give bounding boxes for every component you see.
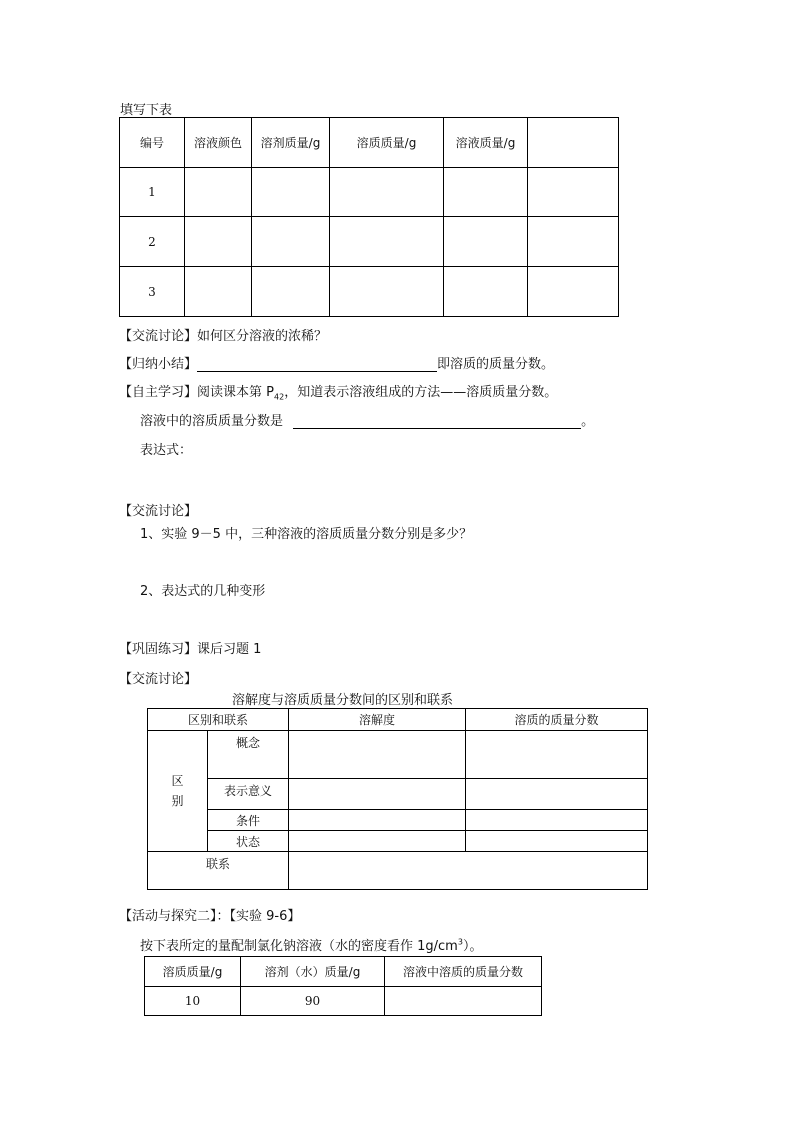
discussion-question: 如何区分溶液的浓稀？ — [197, 329, 328, 344]
self-study — [119, 381, 557, 402]
t2-blank-cell[interactable] — [466, 731, 648, 779]
t2-blank-cell[interactable] — [466, 779, 648, 810]
activity-instruction — [140, 935, 482, 954]
t1-blank-cell[interactable] — [528, 267, 619, 317]
t2-row-label: 联系 — [148, 852, 289, 890]
t1-blank-cell[interactable] — [185, 168, 252, 217]
t3-cell: 10 — [145, 987, 241, 1016]
t2-difference-label — [148, 731, 208, 852]
table3 — [144, 956, 542, 1016]
self-study-text: 阅读课本第 P — [197, 385, 274, 400]
t1-blank-cell[interactable] — [330, 168, 444, 217]
table2-title: 溶解度与溶质质量分数间的区别和联系 — [232, 693, 454, 708]
t3-header-cell: 溶液中溶质的质量分数 — [385, 957, 542, 987]
practice-text: 课后习题 1 — [197, 642, 262, 657]
discussion-1 — [119, 325, 327, 344]
section-tag: 【归纳小结】 — [119, 357, 198, 372]
expression-label: 表达式： — [140, 443, 193, 458]
self-study-text: ，知道表示溶液组成的方法——溶质质量分数。 — [284, 385, 558, 400]
t2-blank-cell[interactable] — [289, 852, 648, 890]
t1-blank-cell[interactable] — [444, 217, 528, 267]
t1-blank-cell[interactable] — [444, 168, 528, 217]
definition-line — [140, 410, 594, 429]
table1 — [119, 117, 619, 317]
t2-blank-cell[interactable] — [289, 831, 466, 852]
unit-superscript: 3 — [457, 937, 463, 947]
t2-header-cell: 溶解度 — [289, 709, 466, 731]
activity-text: ）。 — [462, 939, 483, 954]
section-tag: 【巩固练习】 — [119, 642, 198, 657]
t1-header-cell: 溶液质量/g — [444, 118, 528, 168]
t3-blank-cell[interactable] — [385, 987, 542, 1016]
t1-blank-cell[interactable] — [330, 267, 444, 317]
t2-blank-cell[interactable] — [466, 831, 648, 852]
t1-row-number: 1 — [120, 168, 185, 217]
t2-blank-cell[interactable] — [289, 810, 466, 831]
table2 — [147, 708, 648, 890]
t1-blank-cell[interactable] — [528, 168, 619, 217]
difference-char: 区 — [171, 774, 184, 788]
section-tag: 【交流讨论】 — [119, 329, 198, 344]
discussion-3-tag: 【交流讨论】 — [119, 672, 198, 687]
section-tag: 【自主学习】 — [119, 385, 198, 400]
discussion-2-q2: 2、表达式的几种变形 — [140, 584, 266, 599]
t1-blank-cell[interactable] — [185, 267, 252, 317]
definition-blank[interactable] — [293, 414, 581, 429]
t1-blank-cell[interactable] — [252, 267, 330, 317]
t1-blank-cell[interactable] — [185, 217, 252, 267]
discussion-2-tag: 【交流讨论】 — [119, 504, 198, 519]
discussion-2-q1: 1、实验 9－5 中，三种溶液的溶质质量分数分别是多少？ — [140, 527, 473, 542]
t1-blank-cell[interactable] — [330, 217, 444, 267]
t2-header-cell: 区别和联系 — [148, 709, 289, 731]
t2-blank-cell[interactable] — [289, 731, 466, 779]
summary-blank[interactable] — [197, 357, 437, 372]
t2-row-label: 条件 — [208, 810, 289, 831]
activity-tag: 【活动与探究二】：【实验 9-6】 — [119, 909, 301, 924]
difference-char: 别 — [171, 794, 184, 808]
t1-blank-cell[interactable] — [252, 168, 330, 217]
t1-row-number: 3 — [120, 267, 185, 317]
t2-row-label: 状态 — [208, 831, 289, 852]
practice — [119, 638, 261, 657]
t1-header-cell — [528, 118, 619, 168]
t3-header-cell: 溶剂（水）质量/g — [241, 957, 385, 987]
t1-row-number: 2 — [120, 217, 185, 267]
definition-label: 溶液中的溶质质量分数是 — [140, 414, 284, 429]
summary-text: 即溶质的质量分数。 — [437, 357, 555, 372]
t1-header-cell: 溶质质量/g — [330, 118, 444, 168]
t1-blank-cell[interactable] — [528, 217, 619, 267]
page-subscript: 42 — [274, 392, 285, 402]
table1-caption: 填写下表 — [120, 103, 173, 118]
t2-blank-cell[interactable] — [289, 779, 466, 810]
t1-header-cell: 溶剂质量/g — [252, 118, 330, 168]
t3-header-cell: 溶质质量/g — [145, 957, 241, 987]
t2-row-label: 概念 — [208, 731, 289, 779]
t1-blank-cell[interactable] — [444, 267, 528, 317]
t1-header-cell: 编号 — [120, 118, 185, 168]
definition-end: 。 — [581, 414, 595, 429]
summary — [119, 353, 554, 372]
t2-row-label: 表示意义 — [208, 779, 289, 810]
activity-text: 按下表所定的量配制氯化钠溶液（水的密度看作 1g/cm — [140, 939, 458, 954]
t2-header-cell: 溶质的质量分数 — [466, 709, 648, 731]
t1-blank-cell[interactable] — [252, 217, 330, 267]
t3-cell: 90 — [241, 987, 385, 1016]
t2-blank-cell[interactable] — [466, 810, 648, 831]
t1-header-cell: 溶液颜色 — [185, 118, 252, 168]
